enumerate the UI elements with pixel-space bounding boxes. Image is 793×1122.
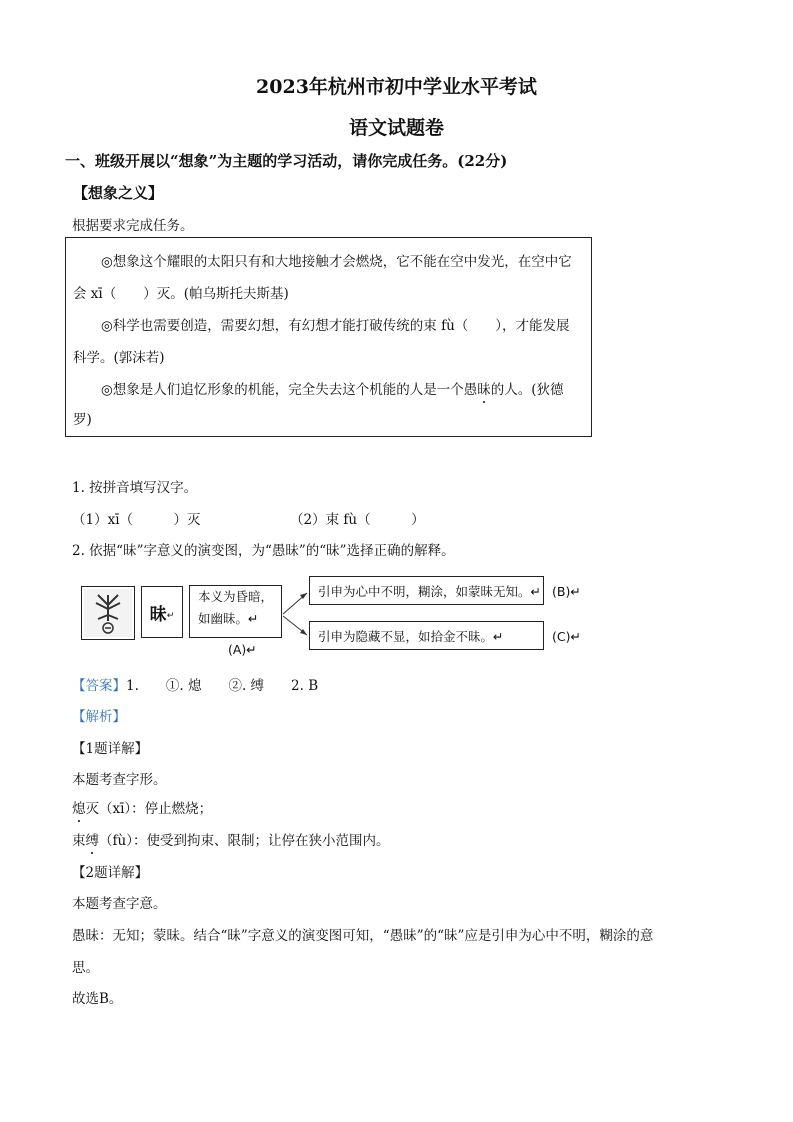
meaning-c-box [309, 621, 544, 650]
quote2-line2: 科学。(郭沫若) [73, 350, 165, 366]
analysis-label: 【解析】 [72, 709, 126, 725]
emphasis-char: 昧 [477, 382, 491, 398]
answer-text: 1. ①. 熄 ②. 缚 2. B [126, 678, 319, 694]
branch-arrows-icon [282, 590, 310, 640]
question2-stem: 2. 依据“昧”字意义的演变图，为“愚昧”的“昧”选择正确的解释。 [72, 543, 455, 559]
meaning-c-label: (C)↵ [552, 629, 581, 644]
q2-detail-intro: 本题考查字意。 [72, 896, 167, 912]
q1-detail-item1 [72, 797, 212, 817]
modern-char-box [141, 586, 183, 638]
q1-item2-rest: （fù）：使受到拘束、限制；让停在狭小范围内。 [99, 833, 390, 849]
question1-stem: 1. 按拼音填写汉字。 [72, 480, 198, 496]
q1-item1-char: 熄 [72, 801, 86, 817]
meaning-a-line1: 本义为昏暗， [198, 589, 274, 604]
ancient-tree-glyph-icon [82, 587, 134, 639]
paper-subtitle: 语文试题卷 [348, 117, 444, 139]
meaning-b-text: 引申为心中不明，糊涂，如蒙昧无知。↵ [318, 584, 541, 599]
q1-detail-intro: 本题考查字形。 [72, 772, 167, 788]
q1-detail-heading: 【1题详解】 [72, 741, 149, 757]
q1-item1-rest: 灭（xī）：停止燃烧； [85, 801, 213, 817]
question1-part2: （2）束 fù（ ） [290, 512, 425, 528]
meaning-a-line2: 如幽昧。↵ [198, 611, 259, 626]
quote3-line2: 罗) [73, 412, 92, 428]
q1-detail-item2 [72, 829, 389, 849]
q1-item2-pre: 束 [72, 833, 86, 849]
quote2-line1: ◎科学也需要创造，需要幻想，有幻想才能打破传统的束 fù（ ），才能发展 [101, 318, 570, 334]
meaning-c-text: 引申为隐藏不显，如拾金不昧。↵ [318, 629, 504, 644]
modern-char: 昧 [149, 604, 167, 625]
exam-title: 2023年杭州市初中学业水平考试 [256, 76, 537, 98]
meaning-b-label: (B)↵ [552, 584, 581, 599]
answer-row [72, 674, 318, 694]
q2-detail-heading: 【2题详解】 [72, 865, 149, 881]
q2-detail-line1: 愚昧：无知；蒙昧。结合“昧”字意义的演变图可知，“愚昧”的“昧”应是引申为心中不明，糊涂的意 [72, 928, 654, 944]
q2-conclusion: 故选B。 [72, 991, 123, 1007]
section-subheading: 【想象之义】 [73, 184, 164, 202]
char-return-mark: ↵ [166, 611, 175, 621]
meaning-b-box [309, 576, 544, 605]
question1-part1: （1）xī（ ）灭 [72, 512, 201, 528]
answer-label: 【答案】 [72, 678, 126, 694]
meaning-a-box [189, 585, 282, 638]
quote3-post: 的人。(狄德 [490, 382, 564, 398]
section-instruction: 根据要求完成任务。 [72, 218, 194, 234]
q2-detail-line2: 思。 [72, 960, 99, 976]
quote3-pre: ◎想象是人们追忆形象的机能，完全失去这个机能的人是一个愚 [101, 382, 478, 398]
quote3-line1 [101, 378, 564, 398]
quote1-line1: ◎想象这个耀眼的太阳只有和大地接触才会燃烧，它不能在空中发光，在空中它 [101, 254, 572, 270]
ancient-glyph-box [81, 586, 135, 640]
q1-item2-char: 缚 [85, 833, 99, 849]
meaning-a-label: (A)↵ [228, 642, 257, 657]
quotes-box [65, 237, 592, 437]
section-heading: 一、班级开展以“想象”为主题的学习活动，请你完成任务。(22分) [65, 152, 508, 170]
quote1-line2: 会 xī（ ）灭。(帕乌斯托夫斯基) [73, 286, 289, 302]
